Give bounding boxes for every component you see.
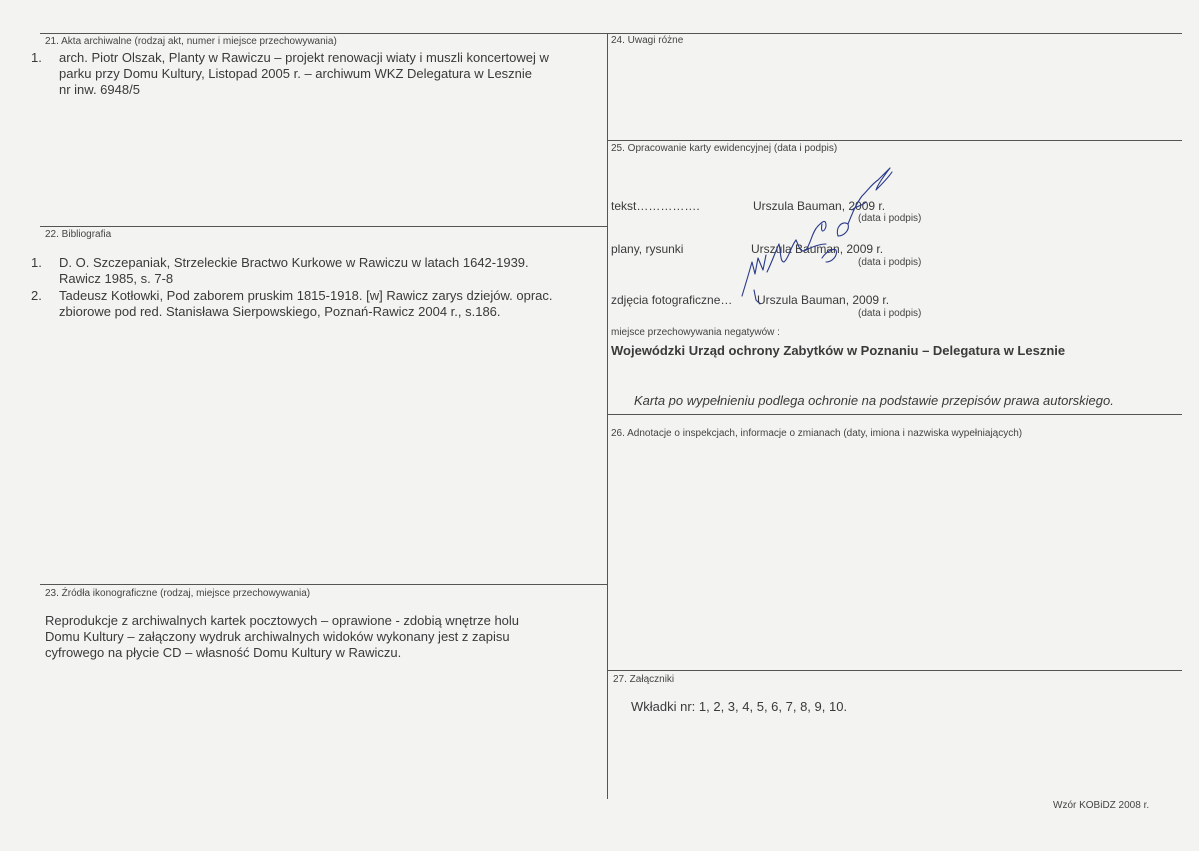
form-version: Wzór KOBiDZ 2008 r. (1053, 800, 1150, 811)
section-24-label: 24. Uwagi różne (611, 35, 684, 46)
section-23-label: 23. Źródła ikonograficzne (rodzaj, miejsce przechowywania) (45, 588, 311, 599)
row-photos-sub: (data i podpis) (858, 308, 922, 319)
row-plans-sub: (data i podpis) (858, 257, 922, 268)
divider-25-26 (607, 414, 1182, 415)
row-text-sub: (data i podpis) (858, 213, 922, 224)
item-line: zbiorowe pod red. Stanisława Sierpowskiego, Poznań-Rawicz 2004 r., s.186. (59, 304, 501, 319)
row-plans-key: plany, rysunki (611, 242, 684, 256)
negatives-label: miejsce przechowywania negatywów : (611, 327, 780, 338)
item-line: nr inw. 6948/5 (59, 82, 140, 97)
text-line: Reprodukcje z archiwalnych kartek pocztowych – oprawione - zdobią wnętrze holu (45, 613, 520, 628)
section-26-label: 26. Adnotacje o inspekcjach, informacje o zmianach (daty, imiona i nazwiska wypełniających) (611, 428, 1023, 439)
item-line: arch. Piotr Olszak, Planty w Rawiczu – projekt renowacji wiaty i muszli koncertowej w (59, 50, 549, 65)
divider-22-23 (40, 584, 607, 585)
item-line: Tadeusz Kotłowki, Pod zaborem pruskim 1815-1918. [w] Rawicz zarys dziejów. oprac. (59, 288, 553, 303)
top-rule (40, 33, 1182, 34)
section-21-label: 21. Akta archiwalne (rodzaj akt, numer i miejsce przechowywania) (45, 36, 337, 47)
section-27-label: 27. Załączniki (613, 674, 675, 685)
section-23-text (45, 613, 605, 661)
item-line: D. O. Szczepaniak, Strzeleckie Bractwo Kurkowe w Rawiczu w latach 1642-1939. (59, 255, 529, 270)
center-divider (607, 33, 608, 799)
text-line: cyfrowego na płycie CD – własność Domu Kultury w Rawiczu. (45, 645, 402, 660)
section-25-label: 25. Opracowanie karty ewidencyjnej (data i podpis) (611, 143, 838, 154)
item-number: 1. (31, 50, 42, 65)
item-line: Rawicz 1985, s. 7-8 (59, 271, 174, 286)
divider-24-25 (607, 140, 1182, 141)
section-22-item (31, 288, 619, 320)
item-number: 2. (31, 288, 42, 303)
copyright-note: Karta po wypełnieniu podlega ochronie na podstawie przepisów prawa autorskiego. (634, 393, 1114, 408)
attachments-value: Wkładki nr: 1, 2, 3, 4, 5, 6, 7, 8, 9, 10. (631, 699, 848, 714)
row-plans-value: Urszula Bauman, 2009 r. (751, 242, 884, 256)
section-22-item (31, 255, 619, 287)
row-photos-value: Urszula Bauman, 2009 r. (757, 293, 890, 307)
divider-26-27 (607, 670, 1182, 671)
item-number: 1. (31, 255, 42, 270)
row-text-key: tekst……………. (611, 199, 700, 213)
divider-21-22 (40, 226, 607, 227)
section-22-label: 22. Bibliografia (45, 229, 112, 240)
negatives-location: Wojewódzki Urząd ochrony Zabytków w Poznaniu – Delegatura w Lesznie (611, 343, 1066, 358)
row-text-value: Urszula Bauman, 2009 r. (753, 199, 886, 213)
section-21-item (31, 50, 619, 98)
row-photos-key: zdjęcia fotograficzne… (611, 293, 733, 307)
text-line: Domu Kultury – załączony wydruk archiwalnych widoków wykonany jest z zapisu (45, 629, 510, 644)
item-line: parku przy Domu Kultury, Listopad 2005 r. – archiwum WKZ Delegatura w Lesznie (59, 66, 533, 81)
